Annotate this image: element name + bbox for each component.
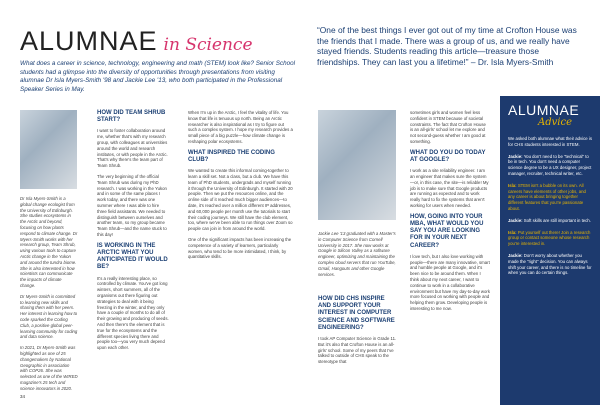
section-heading: HOW DID TEAM SHRUB START? — [97, 110, 166, 124]
page-title-script: in Science — [163, 35, 253, 55]
advice-entry — [508, 154, 592, 177]
body-paragraph: sometimes girls and women feel less confident in STEM because of societal constraints. The fact that Crofton House is an all-girls' school let me explore and not second-guess whether I am good at something. — [410, 110, 486, 144]
portrait-photo-icon — [20, 110, 77, 189]
body-paragraph: I want to foster collaboration around me, whether that's with my research group, with colleagues at universities around the world and research institutes, or with people in the Arctic. That's why there's the team part of Team Shrub. — [97, 128, 168, 169]
section-heading: WHAT DO YOU DO TODAY AT GOOGLE? — [410, 149, 486, 163]
advice-entry — [508, 253, 592, 276]
advice-speaker: Jackie: — [508, 217, 523, 223]
caption-jackie: Jackie Lee '13 graduated with a Master's in Computer Science from Cornell University in 2017. She now works at Google in Silicon Valley as a software engineer, optimizing and maintaining the complex cloud servers that run YouTube, Gmail, Hangouts and other Google services. — [318, 231, 396, 277]
advice-text: Put yourself out there! Join a research group or contact someone whose research you're interested in. — [508, 229, 591, 247]
advice-text: Don't worry about whether you made the "right" decision. You can always shift your career, and there is no timeline for when you can do certain things. — [508, 252, 592, 276]
advice-text: You don't need to be "technical" to be in tech. You don't need a computer science degree to be a UX designer, project manager, recruiter, technical writer, etc. — [508, 153, 592, 176]
article-column-3 — [318, 296, 398, 370]
body-paragraph: We wanted to create this informal coming-together to learn a skill set. Not a class, but a club. We have this team of PhD students, undergrads and myself running it through the University of Edinburgh. It started with 20 people. Then we put the resources online, and the online side of it reached much bigger audiences—to date, it's reached over a million different IP addresses, and 60,000 people per month use the tutorials to start their coding journeys. We still have the club element, too, where we've been able to run things over Zoom so people can join in from around the world. — [188, 168, 293, 232]
sidebar-title: ALUMNAE — [508, 102, 580, 118]
caption-paragraph: Dr Isla Myers-Smith is a global change ecologist from the University of Edinburgh. She studies ecosystems in the Arctic and beyond, focusing on how plants respond to climate change. Dr Myers-Smith works with her research group, Team Shrub, using various tools to capture Arctic change in the Yukon and around the tundra biome. She is also interested in how scientists can communicate the impacts of climate change. — [20, 196, 78, 288]
page-title — [20, 26, 253, 57]
sidebar-title-script: Advice — [538, 117, 572, 128]
article-column-2 — [188, 110, 294, 265]
body-paragraph: When I'm up in the Arctic, I feel the vitality of life. You know that life is tenuous up north. Being an Arctic researcher is also inspirational as I try to figure out such a complex system. I hope my research provides a small piece of a big puzzle—how climate change is reshaping polar ecosystems. — [188, 110, 293, 144]
portrait-photo-isla — [20, 110, 77, 189]
article-column-1 — [97, 110, 169, 356]
body-paragraph: I work as a site reliability engineer. I am an engineer that makes sure the system—or, in this case, the site—is reliable! My job is to make sure that Google products are running as expected and to work really hard to fix the systems that aren't working for users when needed. — [410, 168, 489, 208]
body-paragraph: The very beginning of the official Team Shrub was during my PhD research. I was working in the Yukon and in some of the same places I work today, and there was one summer where I was able to hire three field assistants. We needed to distinguish between ourselves and another team, so my group became Team Shrub—and the name stuck to this day! — [97, 173, 167, 237]
section-heading: HOW DID CHS INSPIRE AND SUPPORT YOUR INTEREST IN COMPUTER SCIENCE AND SOFTWARE ENGINEERING? — [318, 296, 395, 331]
advice-speaker: Jackie: — [508, 252, 523, 258]
caption-paragraph: In 2021, Dr Myers-Smith was highlighted as one of 25 changemakers by National Geographic in association with COP26. She was selected as one of the WIRED magazine's 25 tech and science innovators in 2020. — [20, 345, 78, 391]
body-paragraph: I took AP Computer Science in Grade 11. But it's also that Crofton House is an all-girls' school. Some of my peers that I've talked to outside of CHS speak to the stereotype that — [318, 336, 397, 365]
body-paragraph: It's a really interesting place, so controlled by climate. You've got long winters, short summers, all of the organisms out there figuring out strategies to deal with it being freezing in the winter, and they only have a couple of months to do all of their growing and producing of seeds. And then there's the element that is true for the ecosystems and the different species living there and people too—you very much depend upon each other. — [97, 275, 169, 351]
advice-speaker: Isla: — [508, 182, 517, 188]
advice-entry — [508, 218, 592, 224]
page-title-main: ALUMNAE — [20, 26, 158, 56]
section-heading: WHAT INSPIRED THE CODING CLUB? — [188, 149, 275, 163]
advice-speaker: Jackie: — [508, 153, 523, 159]
advice-sidebar — [500, 96, 600, 405]
body-paragraph: One of the significant impacts has been increasing the competence of a variety of learners, particularly women, who tend to be more intimidated, I think, by quantitative skills. — [188, 236, 292, 260]
advice-entry — [508, 230, 592, 247]
caption-isla — [20, 196, 78, 392]
body-paragraph: I love tech, but I also love working with people—there are many innovative, smart and humble people at Google, and it's been nice to be around them. When I think about my next career, I want to continue to work in a collaborative environment but have my day-to-day work more focused on working with people and helping them grow. Developing people is interesting to me now. — [410, 253, 491, 311]
advice-text: STEM isn't a bubble on its own. All careers have elements of other jobs, and any career is about bringing together different features that you're passionate about. — [508, 182, 586, 211]
portrait-photo-icon — [318, 110, 396, 220]
article-column-4 — [410, 110, 490, 317]
advice-entry — [508, 183, 592, 212]
sidebar-intro: We asked both alumnae what their advice is for CHS students interested in STEM. — [508, 136, 592, 147]
section-heading: HOW, GOING INTO YOUR MBA, WHAT WOULD YOU SAY YOU ARE LOOKING FOR IN YOUR NEXT CAREER? — [410, 213, 484, 249]
page-number: 34 — [20, 394, 26, 399]
portrait-photo-jackie — [318, 110, 396, 220]
section-heading: IS WORKING IN THE ARCTIC WHAT YOU ANTICIPATED IT WOULD BE? — [97, 242, 168, 271]
intro-paragraph: What does a career in science, technology, engineering and math (STEM) look like? Senior School students had a glimpse into the diversity of opportunities through presentations from visiting alumnae Dr Isla Myers-Smith '98 and Jackie Lee '13, who both participated in the Professional Speaker Series in May. — [20, 60, 295, 93]
caption-paragraph: Dr Myers-Smith is committed to learning new skills and sharing them with her peers. Her interest in learning how to code sparked the Coding Club, a positive global peer-learning community for coding and data science. — [20, 293, 78, 340]
advice-text: Soft skills are still important in tech. — [523, 217, 591, 223]
pull-quote: “One of the best things I ever got out of my time at Crofton House was the friends that I made. There was a group of us, and we really have stayed friends. Students reading this article—treasure those friendships. They can last you a lifetime!” – Dr. Isla Myers-Smith — [317, 25, 577, 67]
advice-speaker: Isla: — [508, 229, 517, 235]
